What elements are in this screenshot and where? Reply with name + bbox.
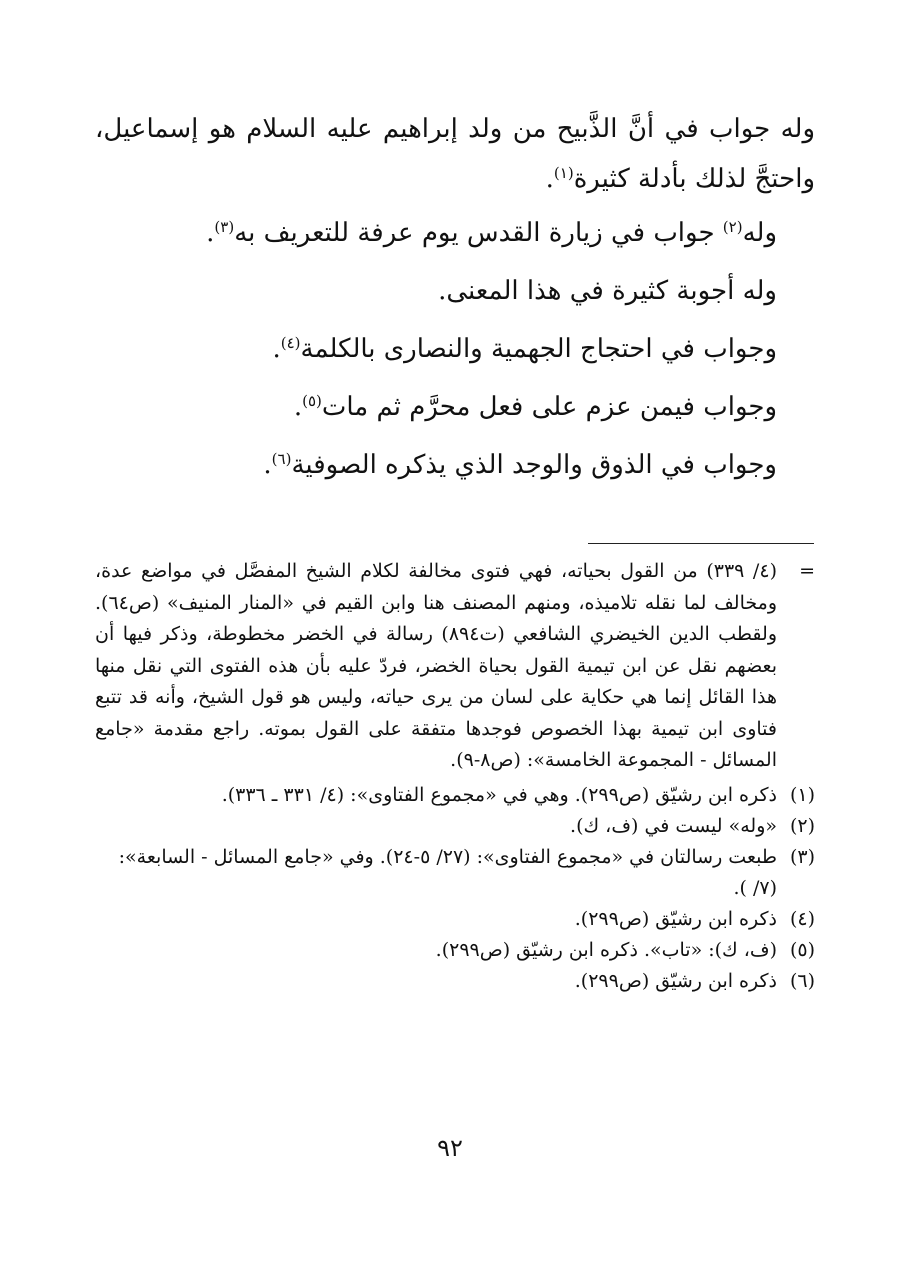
footnote-text: طبعت رسالتان في «مجموع الفتاوى»: (٢٧/ ٥-٢٤). وفي «جامع المسائل - السابعة»: (٧/ ). [118,845,777,899]
footnote-1 [95,780,815,811]
footnote-ref-5[interactable]: (٥) [302,392,322,410]
period: . [272,334,281,364]
footnote-3 [95,842,815,904]
footnote-separator [588,543,814,544]
main-text [95,104,815,494]
page-number: ٩٢ [437,1134,463,1162]
line-text: وجواب في احتجاج الجهمية والنصارى بالكلمة [300,334,777,364]
footnote-text: ذكره ابن رشيّق (ص٢٩٩). [574,969,777,992]
footnotes [95,556,815,997]
footnote-number: (١) [789,783,815,806]
footnote-number: (٢) [789,814,815,837]
footnote-number: (٦) [789,969,815,992]
footnote-text: ذكره ابن رشيّق (ص٢٩٩). وهي في «مجموع الفتاوى»: (٤/ ٣٣١ ـ ٣٣٦). [221,783,777,806]
footnote-text: (ف، ك): «تاب». ذكره ابن رشيّق (ص٢٩٩). [435,938,777,961]
footnote-ref-3[interactable]: (٣) [214,218,235,236]
line-text: وله أجوبة كثيرة في هذا المعنى. [438,276,777,306]
footnote-number: (٣) [789,845,815,868]
period: . [206,218,215,248]
footnote-continuation [95,556,815,777]
footnote-ref-6[interactable]: (٦) [271,450,292,468]
footnote-6 [95,966,815,997]
line-many-answers [95,262,815,320]
line-jahmiyya [95,320,815,378]
line-sufi [95,436,815,494]
period: . [293,392,303,422]
continuation-marker: = [799,560,815,582]
line-text: وله [742,218,777,248]
footnote-ref-2[interactable]: (٢) [722,218,743,236]
line-quds [95,204,815,262]
footnote-4 [95,904,815,935]
line-text: وجواب فيمن عزم على فعل محرَّم ثم مات [321,392,777,422]
footnote-2 [95,811,815,842]
line-text-rest: جواب في زيارة القدس يوم عرفة للتعريف به [234,218,723,248]
footnote-number: (٤) [789,907,815,930]
paragraph-ismail [95,104,815,204]
footnote-ref-4[interactable]: (٤) [280,334,301,352]
footnote-ref-1[interactable]: (١) [553,164,574,182]
footnote-text: «وله» ليست في (ف، ك). [570,814,777,837]
period: . [263,450,272,480]
footnote-number: (٥) [789,938,815,961]
footnote-5 [95,935,815,966]
footnote-text: ذكره ابن رشيّق (ص٢٩٩). [574,907,777,930]
line-text: وجواب في الذوق والوجد الذي يذكره الصوفية [291,450,777,480]
line-intent [95,378,815,436]
paragraph-text: وله جواب في أنَّ الذَّبيح من ولد إبراهيم عليه السلام هو إسماعيل، واحتجَّ لذلك بأدلة كثيرة [95,114,815,194]
continuation-text: (٤/ ٣٣٩) من القول بحياته، فهي فتوى مخالفة لكلام الشيخ المفصَّل في مواضع عدة، ومخالف لما نقله تلاميذه، ومنهم المصنف هنا وابن القيم في «المنار المنيف» (ص٦٤). ولقطب الدين الخيضري الشافعي (ت٨٩٤) رسالة في الخضر مخطوطة، وذكر فيها أن بعضهم نقل عن ابن تيمية القول بحياة الخضر، فردّ عليه بأن هذه الفتوى التي نقل منها هذا القائل إنما هي حكاية على لسان من يرى حياته، وليس هو قول الشيخ، وأنه قد تتبع فتاوى ابن تيمية بهذا الخصوص فوجدها متفقة على القول بموته. راجع مقدمة «جامع المسائل - المجموعة الخامسة»: (ص٨-٩). [95,560,778,771]
period: . [545,164,554,194]
